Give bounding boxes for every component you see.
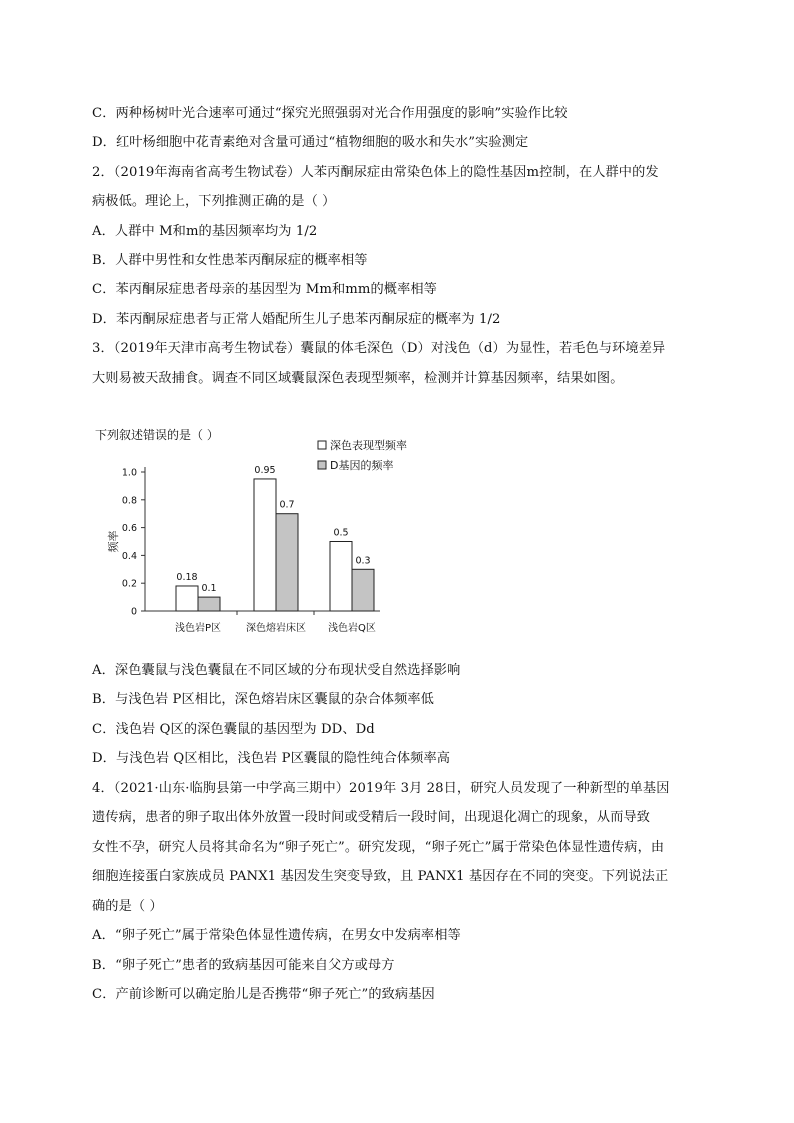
q4-stem-line1: 4．（2021·山东·临朐县第一中学高三期中）2019年 3月 28日，研究人员发现了一种新型的单基因 [92,781,670,796]
q2-stem-line1: 2．（2019年海南省高考生物试卷）人苯丙酮尿症由常染色体上的隐性基因m控制，在人群中的发 [92,165,659,180]
q4-stem-line3: 女性不孕，研究人员将其命名为“卵子死亡”。研究发现，“卵子死亡”属于常染色体显性遗传病，由 [92,840,665,855]
q3-option-b: B．与浅色岩 P区相比，深色熔岩床区囊鼠的杂合体频率低 [92,692,434,707]
bar-value-label-0-0: 0.18 [176,571,198,583]
q4-stem-line4: 细胞连接蛋白家族成员 PANX1 基因发生突变导致，且 PANX1 基因存在不同的突变。下列说法正 [92,869,669,884]
q4-option-c: C．产前诊断可以确定胎儿是否携带“卵子死亡”的致病基因 [92,987,435,1002]
bar-value-label-0-1: 0.95 [254,464,276,476]
y-tick-label-1: 0.2 [121,578,137,590]
q2-stem-line2: 病极低。理论上，下列推测正确的是（ ） [92,194,336,209]
q2-option-d: D．苯丙酮尿症患者与正常人婚配所生儿子患苯丙酮尿症的概率为 1/2 [92,312,501,327]
x-category-label-1: 深色熔岩床区 [246,623,306,634]
q3-stem-line2: 大则易被天敌捕食。调查不同区域囊鼠深色表现型频率，检测并计算基因频率，结果如图。 [92,371,624,386]
y-tick-label-3: 0.6 [121,523,137,535]
y-tick-label-5: 1.0 [121,467,137,479]
bar-value-label-1-0: 0.1 [201,583,217,595]
y-tick-label-2: 0.4 [121,550,137,562]
bar-d-allele-1 [276,514,298,611]
q2-option-b: B．人群中男性和女性患苯丙酮尿症的概率相等 [92,253,368,268]
legend-label-0: 深色表现型频率 [330,439,407,452]
x-category-label-0: 浅色岩P区 [174,623,222,634]
bar-d-allele-2 [352,569,374,611]
q3-stem-line1: 3．（2019年天津市高考生物试卷）囊鼠的体毛深色（D）对浅色（d）为显性，若毛色与环境差异 [92,341,666,356]
chart-title: 下列叙述错误的是（ ） [95,428,219,442]
legend-swatch-0 [318,441,326,449]
legend-swatch-1 [318,461,326,469]
bar-dark-phenotype-0 [176,586,198,611]
y-tick-label-4: 0.8 [121,495,137,507]
bar-value-label-1-1: 0.7 [279,499,295,511]
q1-option-c: C．两种杨树叶光合速率可通过“探究光照强弱对光合作用强度的影响”实验作比较 [92,106,568,121]
bar-value-label-0-2: 0.5 [333,527,349,539]
q3-option-c: C．浅色岩 Q区的深色囊鼠的基因型为 DD、Dd [92,722,375,737]
bar-dark-phenotype-2 [330,542,352,612]
gene-frequency-chart [90,425,420,640]
q3-option-a: A．深色囊鼠与浅色囊鼠在不同区域的分布现状受自然选择影响 [92,663,461,678]
legend-label-1: D基因的频率 [330,459,394,472]
bar-d-allele-0 [198,597,220,611]
q4-option-a: A．“卵子死亡”属于常染色体显性遗传病，在男女中发病率相等 [92,928,461,943]
q4-option-b: B．“卵子死亡”患者的致病基因可能来自父方或母方 [92,958,395,973]
q2-option-a: A．人群中 M和m的基因频率均为 1/2 [92,224,318,239]
q3-option-d: D．与浅色岩 Q区相比，浅色岩 P区囊鼠的隐性纯合体频率高 [92,751,451,766]
q4-stem-line2: 遗传病，患者的卵子取出体外放置一段时间或受精后一段时间，出现退化凋亡的现象，从而导致 [92,810,651,825]
q4-stem-line5: 确的是（ ） [92,899,163,914]
q2-option-c: C．苯丙酮尿症患者母亲的基因型为 Mm和mm的概率相等 [92,282,437,297]
bar-dark-phenotype-1 [254,479,276,611]
x-category-label-2: 浅色岩Q区 [328,623,376,634]
q1-option-d: D．红叶杨细胞中花青素绝对含量可通过“植物细胞的吸水和失水”实验测定 [92,135,529,150]
y-tick-label-0: 0 [130,606,137,618]
y-axis-label: 频率 [107,530,120,553]
bar-value-label-1-2: 0.3 [355,555,371,567]
